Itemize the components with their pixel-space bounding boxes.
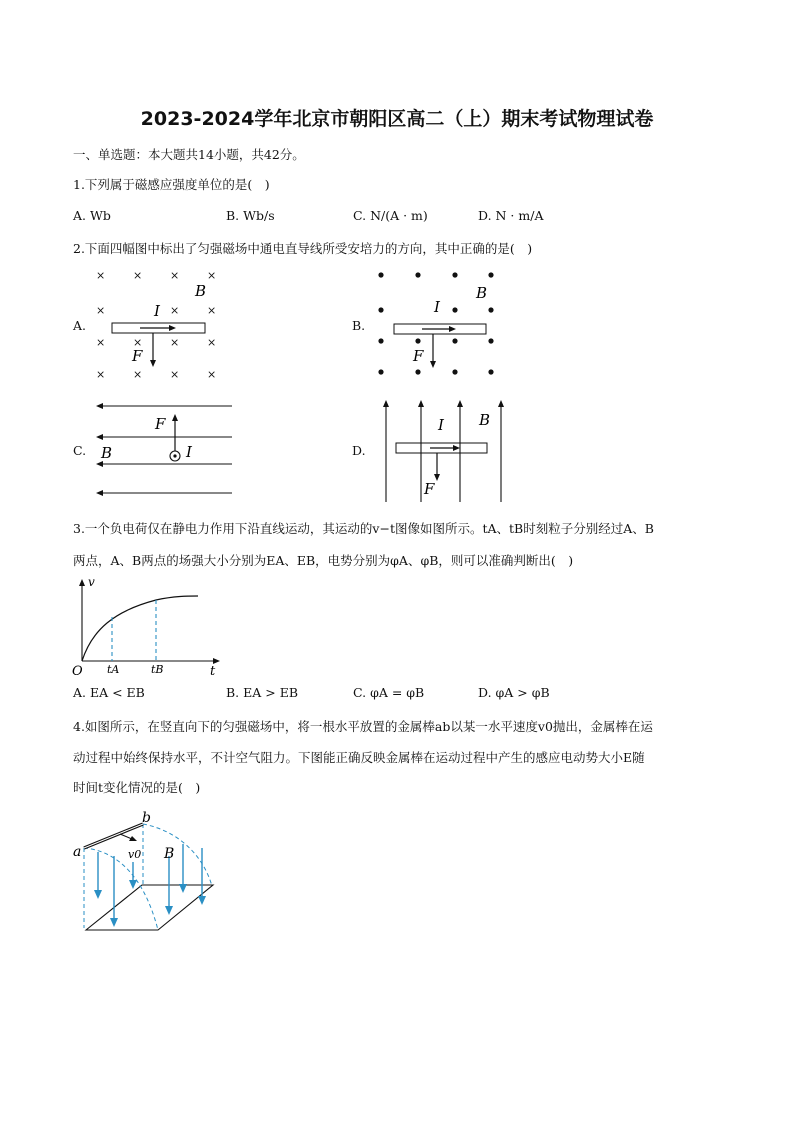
q1-option-b[interactable]: B. Wb/s bbox=[226, 208, 275, 223]
q3-line-2: 两点，A、B两点的场强大小分别为EA、EB，电势分别为φA、φB，则可以准确判断出( ) bbox=[73, 553, 574, 568]
label-v0: v0 bbox=[128, 848, 142, 861]
q2-stem: 2.下面四幅图中标出了匀强磁场中通电直导线所受安培力的方向，其中正确的是( ) bbox=[73, 241, 533, 256]
q2-label-d[interactable]: D. bbox=[352, 443, 366, 458]
label-f: F bbox=[132, 347, 143, 365]
field-lines-left bbox=[100, 406, 232, 493]
q3-option-b[interactable]: B. EA > EB bbox=[226, 685, 299, 700]
tb-label: tB bbox=[151, 663, 164, 676]
page-title: 2023-2024学年北京市朝阳区高二（上）期末考试物理试卷 bbox=[140, 108, 654, 130]
label-b: B bbox=[476, 284, 488, 302]
label-f: F bbox=[424, 480, 435, 498]
ta-label: tA bbox=[107, 663, 120, 676]
svg-text:×: × bbox=[207, 336, 217, 349]
q2-label-c[interactable]: C. bbox=[73, 443, 87, 458]
q3-vt-graph bbox=[70, 574, 230, 679]
svg-text:×: × bbox=[96, 368, 106, 381]
q4-line-1: 4.如图所示，在竖直向下的匀强磁场中，将一根水平放置的金属棒ab以某一水平速度v0抛出，金属棒在运 bbox=[73, 719, 653, 734]
svg-text:×: × bbox=[207, 304, 217, 317]
q4-line-2: 动过程中始终保持水平，不计空气阻力。下图能正确反映金属棒在运动过程中产生的感应电动势大小E随 bbox=[73, 750, 645, 765]
ground-frame bbox=[86, 885, 213, 930]
q3-option-d[interactable]: D. φA > φB bbox=[478, 685, 550, 700]
q2-diagram-c bbox=[94, 398, 239, 502]
q2-diagram-d bbox=[376, 396, 516, 504]
q4-line-3: 时间t变化情况的是( ) bbox=[73, 780, 201, 795]
svg-text:×: × bbox=[96, 304, 106, 317]
q2-label-b[interactable]: B. bbox=[352, 318, 366, 333]
label-i: I bbox=[438, 416, 444, 434]
svg-text:×: × bbox=[133, 269, 143, 282]
q2-diagram-b bbox=[372, 264, 512, 384]
q1-option-d[interactable]: D. N · m/A bbox=[478, 208, 544, 223]
label-f: F bbox=[413, 347, 424, 365]
field-arrows-down bbox=[98, 844, 202, 920]
label-i: I bbox=[186, 443, 192, 461]
origin-label: O bbox=[72, 664, 83, 679]
svg-text:×: × bbox=[96, 336, 106, 349]
svg-text:×: × bbox=[133, 368, 143, 381]
q1-stem: 1.下列属于磁感应强度单位的是( ) bbox=[73, 177, 270, 192]
label-i: I bbox=[154, 302, 160, 320]
q3-option-a[interactable]: A. EA < EB bbox=[73, 685, 145, 700]
q2-diagram-a bbox=[90, 264, 230, 384]
v-label: v bbox=[88, 575, 95, 589]
q2-label-a[interactable]: A. bbox=[73, 318, 87, 333]
vt-curve bbox=[82, 596, 198, 661]
label-field-b: B bbox=[164, 846, 175, 862]
t-label: t bbox=[210, 664, 216, 679]
label-b: B bbox=[101, 444, 113, 462]
label-b-end: b bbox=[142, 810, 151, 826]
svg-text:×: × bbox=[170, 269, 180, 282]
label-b: B bbox=[479, 411, 491, 429]
svg-text:×: × bbox=[207, 368, 217, 381]
label-i: I bbox=[434, 298, 440, 316]
svg-text:×: × bbox=[207, 269, 217, 282]
svg-text:×: × bbox=[170, 336, 180, 349]
svg-text:×: × bbox=[96, 269, 106, 282]
label-a: a bbox=[73, 844, 82, 860]
q4-figure bbox=[70, 810, 220, 945]
q1-option-c[interactable]: C. N/(A · m) bbox=[353, 208, 428, 223]
label-b: B bbox=[195, 282, 207, 300]
q3-option-c[interactable]: C. φA = φB bbox=[353, 685, 425, 700]
svg-text:×: × bbox=[170, 304, 180, 317]
svg-text:×: × bbox=[133, 336, 143, 349]
q1-option-a[interactable]: A. Wb bbox=[73, 208, 111, 223]
label-f: F bbox=[155, 415, 166, 433]
svg-text:×: × bbox=[170, 368, 180, 381]
trajectory-a bbox=[84, 848, 158, 930]
q3-line-1: 3.一个负电荷仅在静电力作用下沿直线运动，其运动的v−t图像如图所示。tA、tB时刻粒子分别经过A、B bbox=[73, 521, 654, 536]
section-heading: 一、单选题：本大题共14小题，共42分。 bbox=[73, 147, 305, 162]
